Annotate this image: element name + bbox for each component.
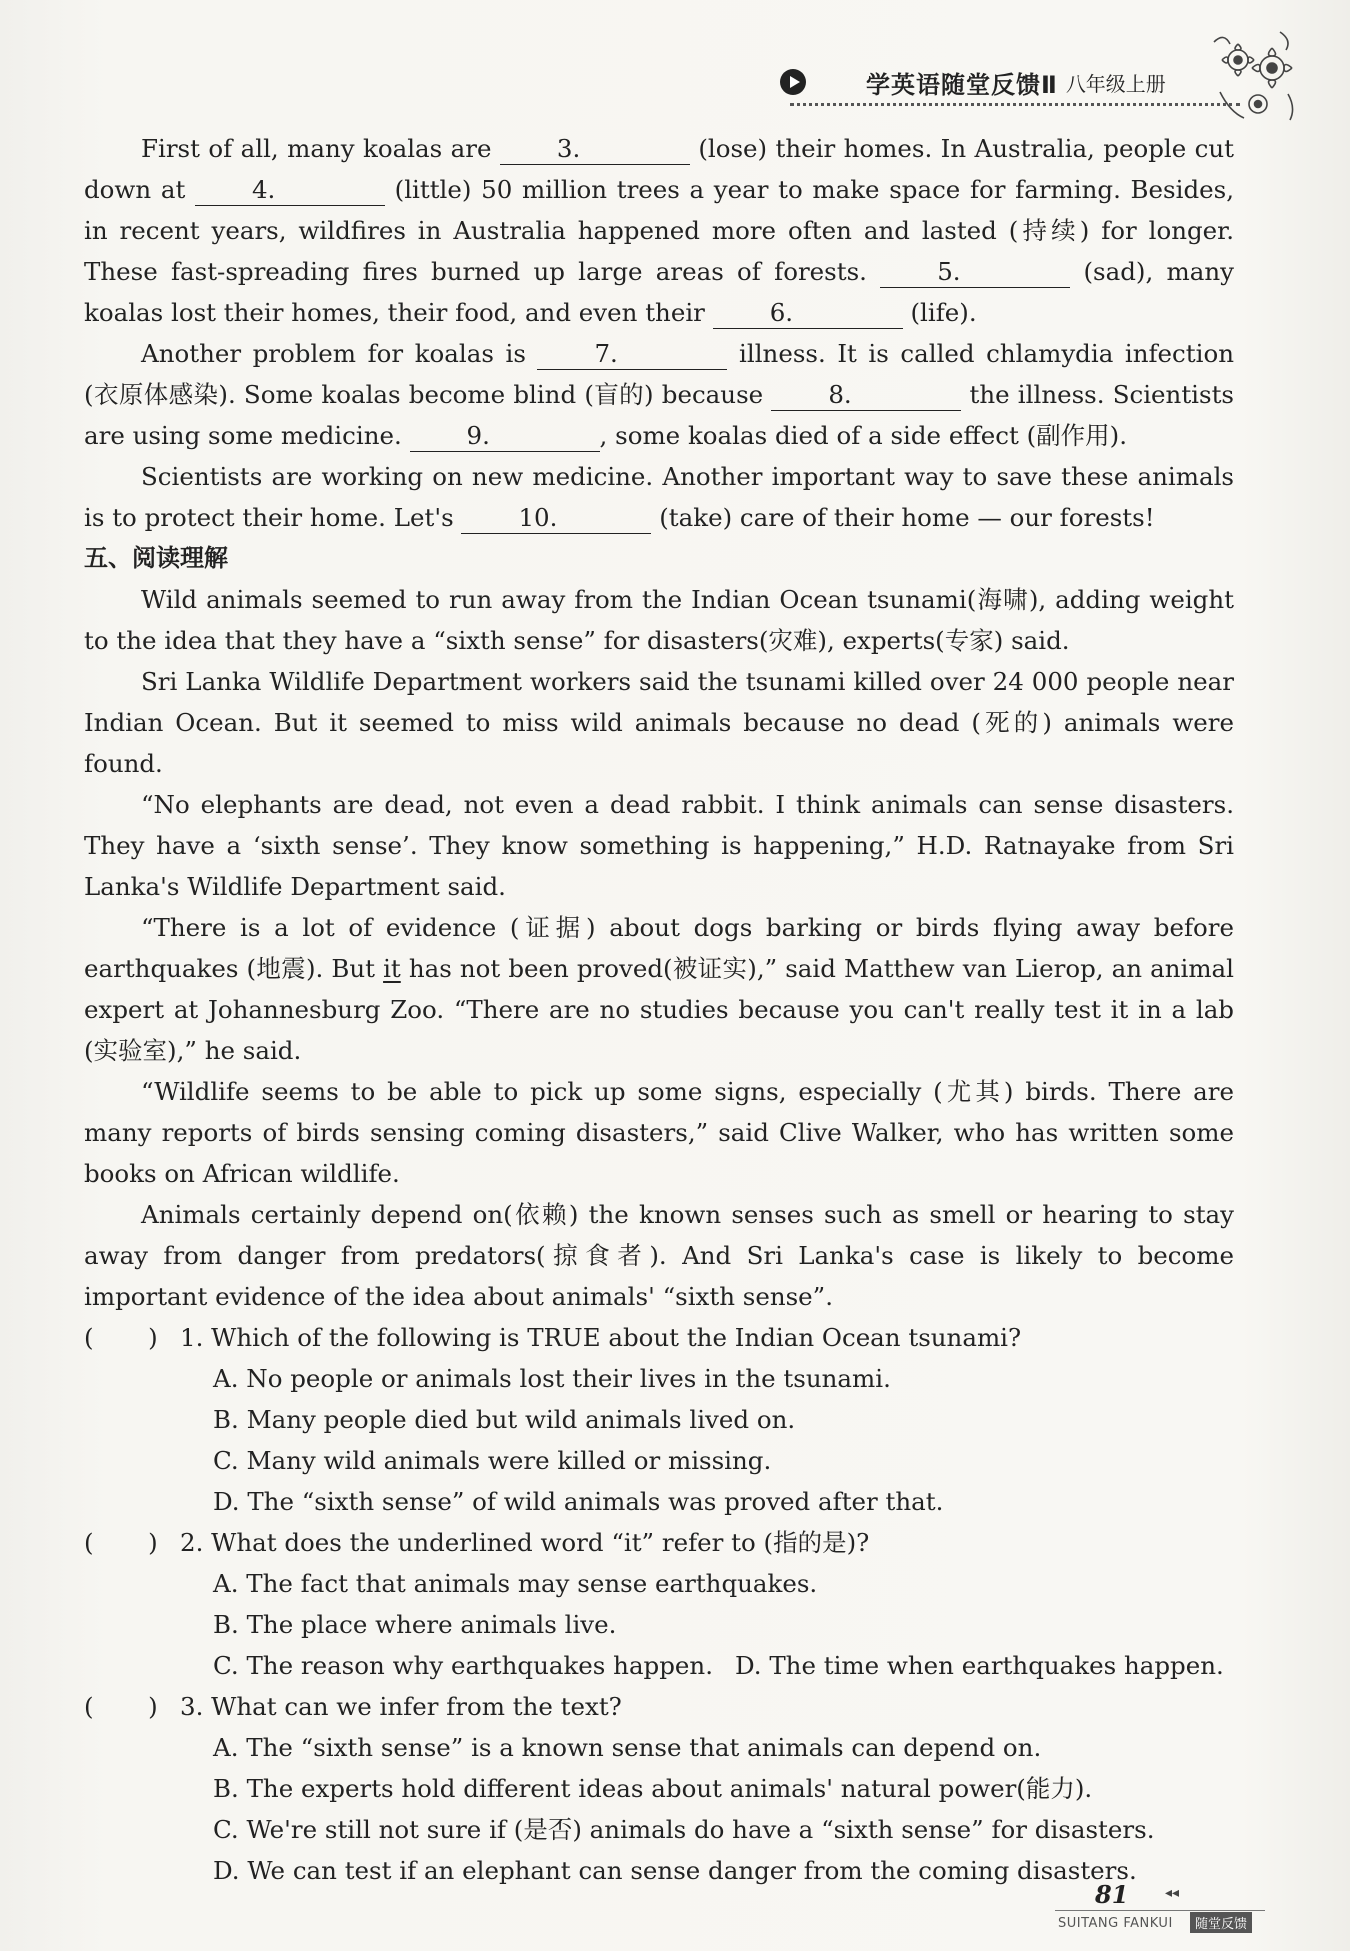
q2-options-c-d — [84, 1645, 1234, 1686]
reading-paragraph-4: “There is a lot of evidence (证据) about dogs barking or birds flying away before earthquakes (地震). But it has not been proved(被证实),” said Matthew van Lierop, an animal expert at Johannesburg Zoo. “There are no studies because you can't really test it in a lab (实验室),” he said. — [84, 913, 1234, 1065]
q1-option-b: B. Many people died but wild animals lived on. — [213, 1405, 796, 1434]
double-arrow-left-icon: ◂◂ — [1165, 1885, 1180, 1901]
reading-paragraph-6: Animals certainly depend on(依赖) the known senses such as smell or hearing to stay away from danger from predators(掠食者). And Sri Lanka's case is likely to become important evidence of the idea about animals' “sixth sense”. — [84, 1200, 1234, 1311]
page-header — [780, 62, 1166, 102]
flower-decoration-icon — [1200, 22, 1310, 132]
question-stem-1: 1. Which of the following is TRUE about the Indian Ocean tsunami? — [180, 1323, 1022, 1352]
q1-option-a: A. No people or animals lost their lives in the tsunami. — [213, 1364, 891, 1393]
blank-9[interactable]: 9. — [410, 421, 600, 452]
q2-option-c: C. The reason why earthquakes happen. — [213, 1651, 713, 1680]
reading-paragraph-1: Wild animals seemed to run away from the Indian Ocean tsunami(海啸), adding weight to the idea that they have a “sixth sense” for disasters(灾难), experts(专家) said. — [84, 585, 1234, 655]
underlined-word-it: it — [383, 954, 401, 983]
blank-8[interactable]: 8. — [771, 380, 961, 411]
answer-paren-2[interactable]: ( ) — [84, 1528, 158, 1557]
page-content — [84, 128, 1234, 1891]
q3-option-c: C. We're still not sure if (是否) animals do have a “sixth sense” for disasters. — [213, 1815, 1155, 1844]
koala-paragraph-2: Another problem for koalas is 7. illness. It is called chlamydia infection (衣原体感染). Some koalas become blind (盲的) because 8. the illness. Scientists are using some medicine. 9. , some koalas died of a side effect (副作用). — [84, 339, 1234, 450]
q3-option-a: A. The “sixth sense” is a known sense that animals can depend on. — [213, 1733, 1042, 1762]
book-subtitle: 八年级上册 — [1065, 71, 1166, 96]
header-divider — [790, 103, 1240, 106]
answer-paren-1[interactable]: ( ) — [84, 1323, 158, 1352]
blank-3[interactable]: 3. — [500, 134, 690, 165]
q3-option-b: B. The experts hold different ideas about animals' natural power(能力). — [213, 1774, 1093, 1803]
q1-option-c: C. Many wild animals were killed or missing. — [213, 1446, 772, 1475]
play-icon — [780, 69, 806, 95]
book-title: 学英语随堂反馈Ⅱ — [866, 70, 1058, 99]
question-stem-3: 3. What can we infer from the text? — [180, 1692, 622, 1721]
q2-option-a: A. The fact that animals may sense earthquakes. — [213, 1569, 818, 1598]
question-1 — [84, 1317, 1234, 1358]
page-number: 81 — [1095, 1880, 1129, 1909]
q2-option-b: B. The place where animals live. — [213, 1610, 617, 1639]
blank-7[interactable]: 7. — [537, 339, 727, 370]
blank-6[interactable]: 6. — [713, 298, 903, 329]
question-2 — [84, 1522, 1234, 1563]
reading-paragraph-5: “Wildlife seems to be able to pick up some signs, especially (尤其) birds. There are many reports of birds sensing coming disasters,” said Clive Walker, who has written some books on African wildlife. — [84, 1077, 1234, 1188]
q1-option-d: D. The “sixth sense” of wild animals was proved after that. — [213, 1487, 944, 1516]
answer-paren-3[interactable]: ( ) — [84, 1692, 158, 1721]
q2-option-d: D. The time when earthquakes happen. — [734, 1651, 1224, 1680]
blank-10[interactable]: 10. — [461, 503, 651, 534]
koala-paragraph-1: First of all, many koalas are 3. (lose) their homes. In Australia, people cut down at 4. (little) 50 million trees a year to make space for farming. Besides, in recent years, wildfires in Australia happened more often and lasted (持续) for longer. These fast-spreading fires burned up large areas of forests. 5. (sad), many koalas lost their homes, their food, and even their 6. (life). — [84, 134, 1234, 327]
footer-divider — [1055, 1910, 1265, 1911]
reading-paragraph-3: “No elephants are dead, not even a dead rabbit. I think animals can sense disasters. They have a ‘sixth sense’. They know something is happening,” H.D. Ratnayake from Sri Lanka's Wildlife Department said. — [84, 790, 1234, 901]
footer-badge: 随堂反馈 — [1190, 1912, 1252, 1933]
section-title-reading: 五、阅读理解 — [84, 544, 228, 572]
blank-5[interactable]: 5. — [880, 257, 1070, 288]
reading-paragraph-2: Sri Lanka Wildlife Department workers said the tsunami killed over 24 000 people near Indian Ocean. But it seemed to miss wild animals because no dead (死的) animals were found. — [84, 667, 1234, 778]
q3-option-d: D. We can test if an elephant can sense danger from the coming disasters. — [213, 1856, 1137, 1885]
blank-4[interactable]: 4. — [195, 175, 385, 206]
footer-brand: SUITANG FANKUI — [1058, 1916, 1173, 1931]
koala-paragraph-3: Scientists are working on new medicine. Another important way to save these animals is to protect their home. Let's 10. (take) care of their home — our forests! — [84, 462, 1234, 532]
question-stem-2: 2. What does the underlined word “it” refer to (指的是)? — [180, 1528, 870, 1557]
question-3 — [84, 1686, 1234, 1727]
